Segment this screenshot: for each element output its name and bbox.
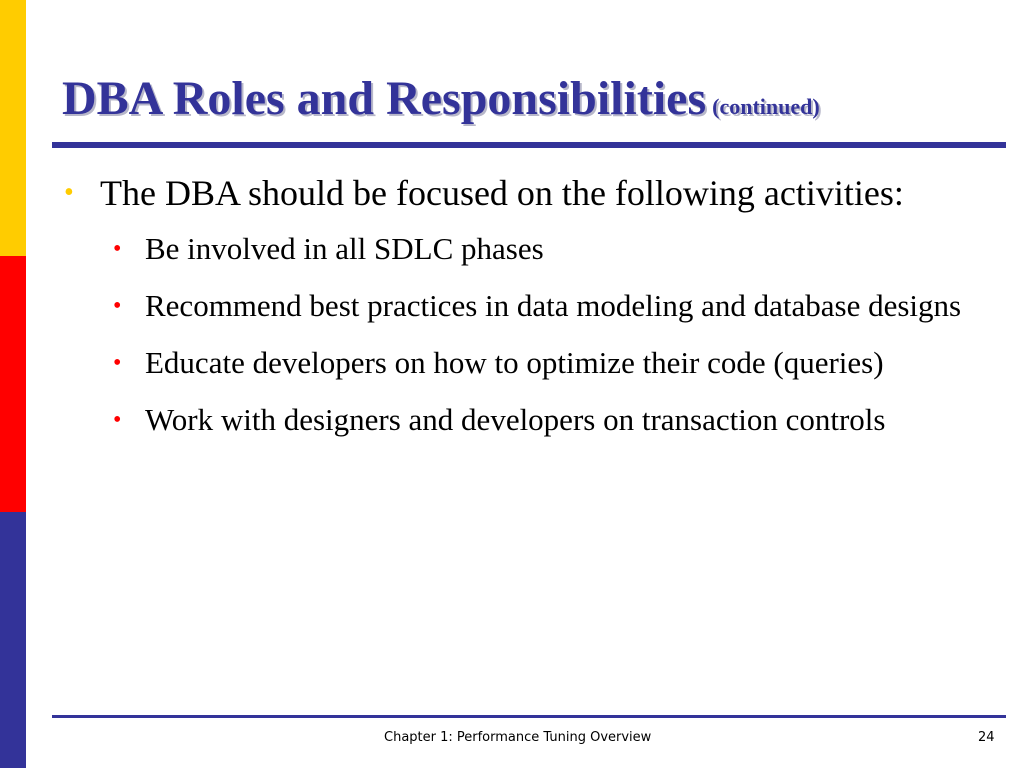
main-bullet — [60, 168, 990, 218]
sub-bullet — [60, 340, 990, 386]
bullet-marker: • — [113, 407, 122, 433]
bullet-marker: • — [113, 350, 122, 376]
sub-bullet-list — [60, 226, 990, 443]
title-underline — [52, 142, 1006, 148]
side-bar-yellow — [0, 0, 26, 256]
bullet-marker: • — [113, 293, 122, 319]
sub-bullet-text: Work with designers and developers on transaction controls — [145, 402, 886, 437]
side-bar-red — [0, 256, 26, 512]
title-suffix: (continued) — [712, 94, 820, 119]
bullet-marker: • — [113, 236, 122, 262]
page-number: 24 — [978, 730, 995, 745]
main-bullet-text: The DBA should be focused on the following activities: — [100, 173, 904, 213]
title-text: DBA Roles and Responsibilities — [62, 72, 707, 125]
bullet-marker: • — [64, 177, 74, 208]
slide-body — [60, 168, 990, 454]
footer-divider — [52, 715, 1006, 718]
footer-chapter-title: Chapter 1: Performance Tuning Overview — [384, 730, 652, 745]
side-bar-blue — [0, 512, 26, 768]
sub-bullet-text: Recommend best practices in data modeling and database designs — [145, 288, 962, 323]
sub-bullet — [60, 397, 990, 443]
slide-title — [62, 68, 820, 138]
sub-bullet-text: Educate developers on how to optimize their code (queries) — [145, 345, 884, 380]
sub-bullet — [60, 226, 990, 272]
sub-bullet — [60, 283, 990, 329]
sub-bullet-text: Be involved in all SDLC phases — [145, 231, 544, 266]
